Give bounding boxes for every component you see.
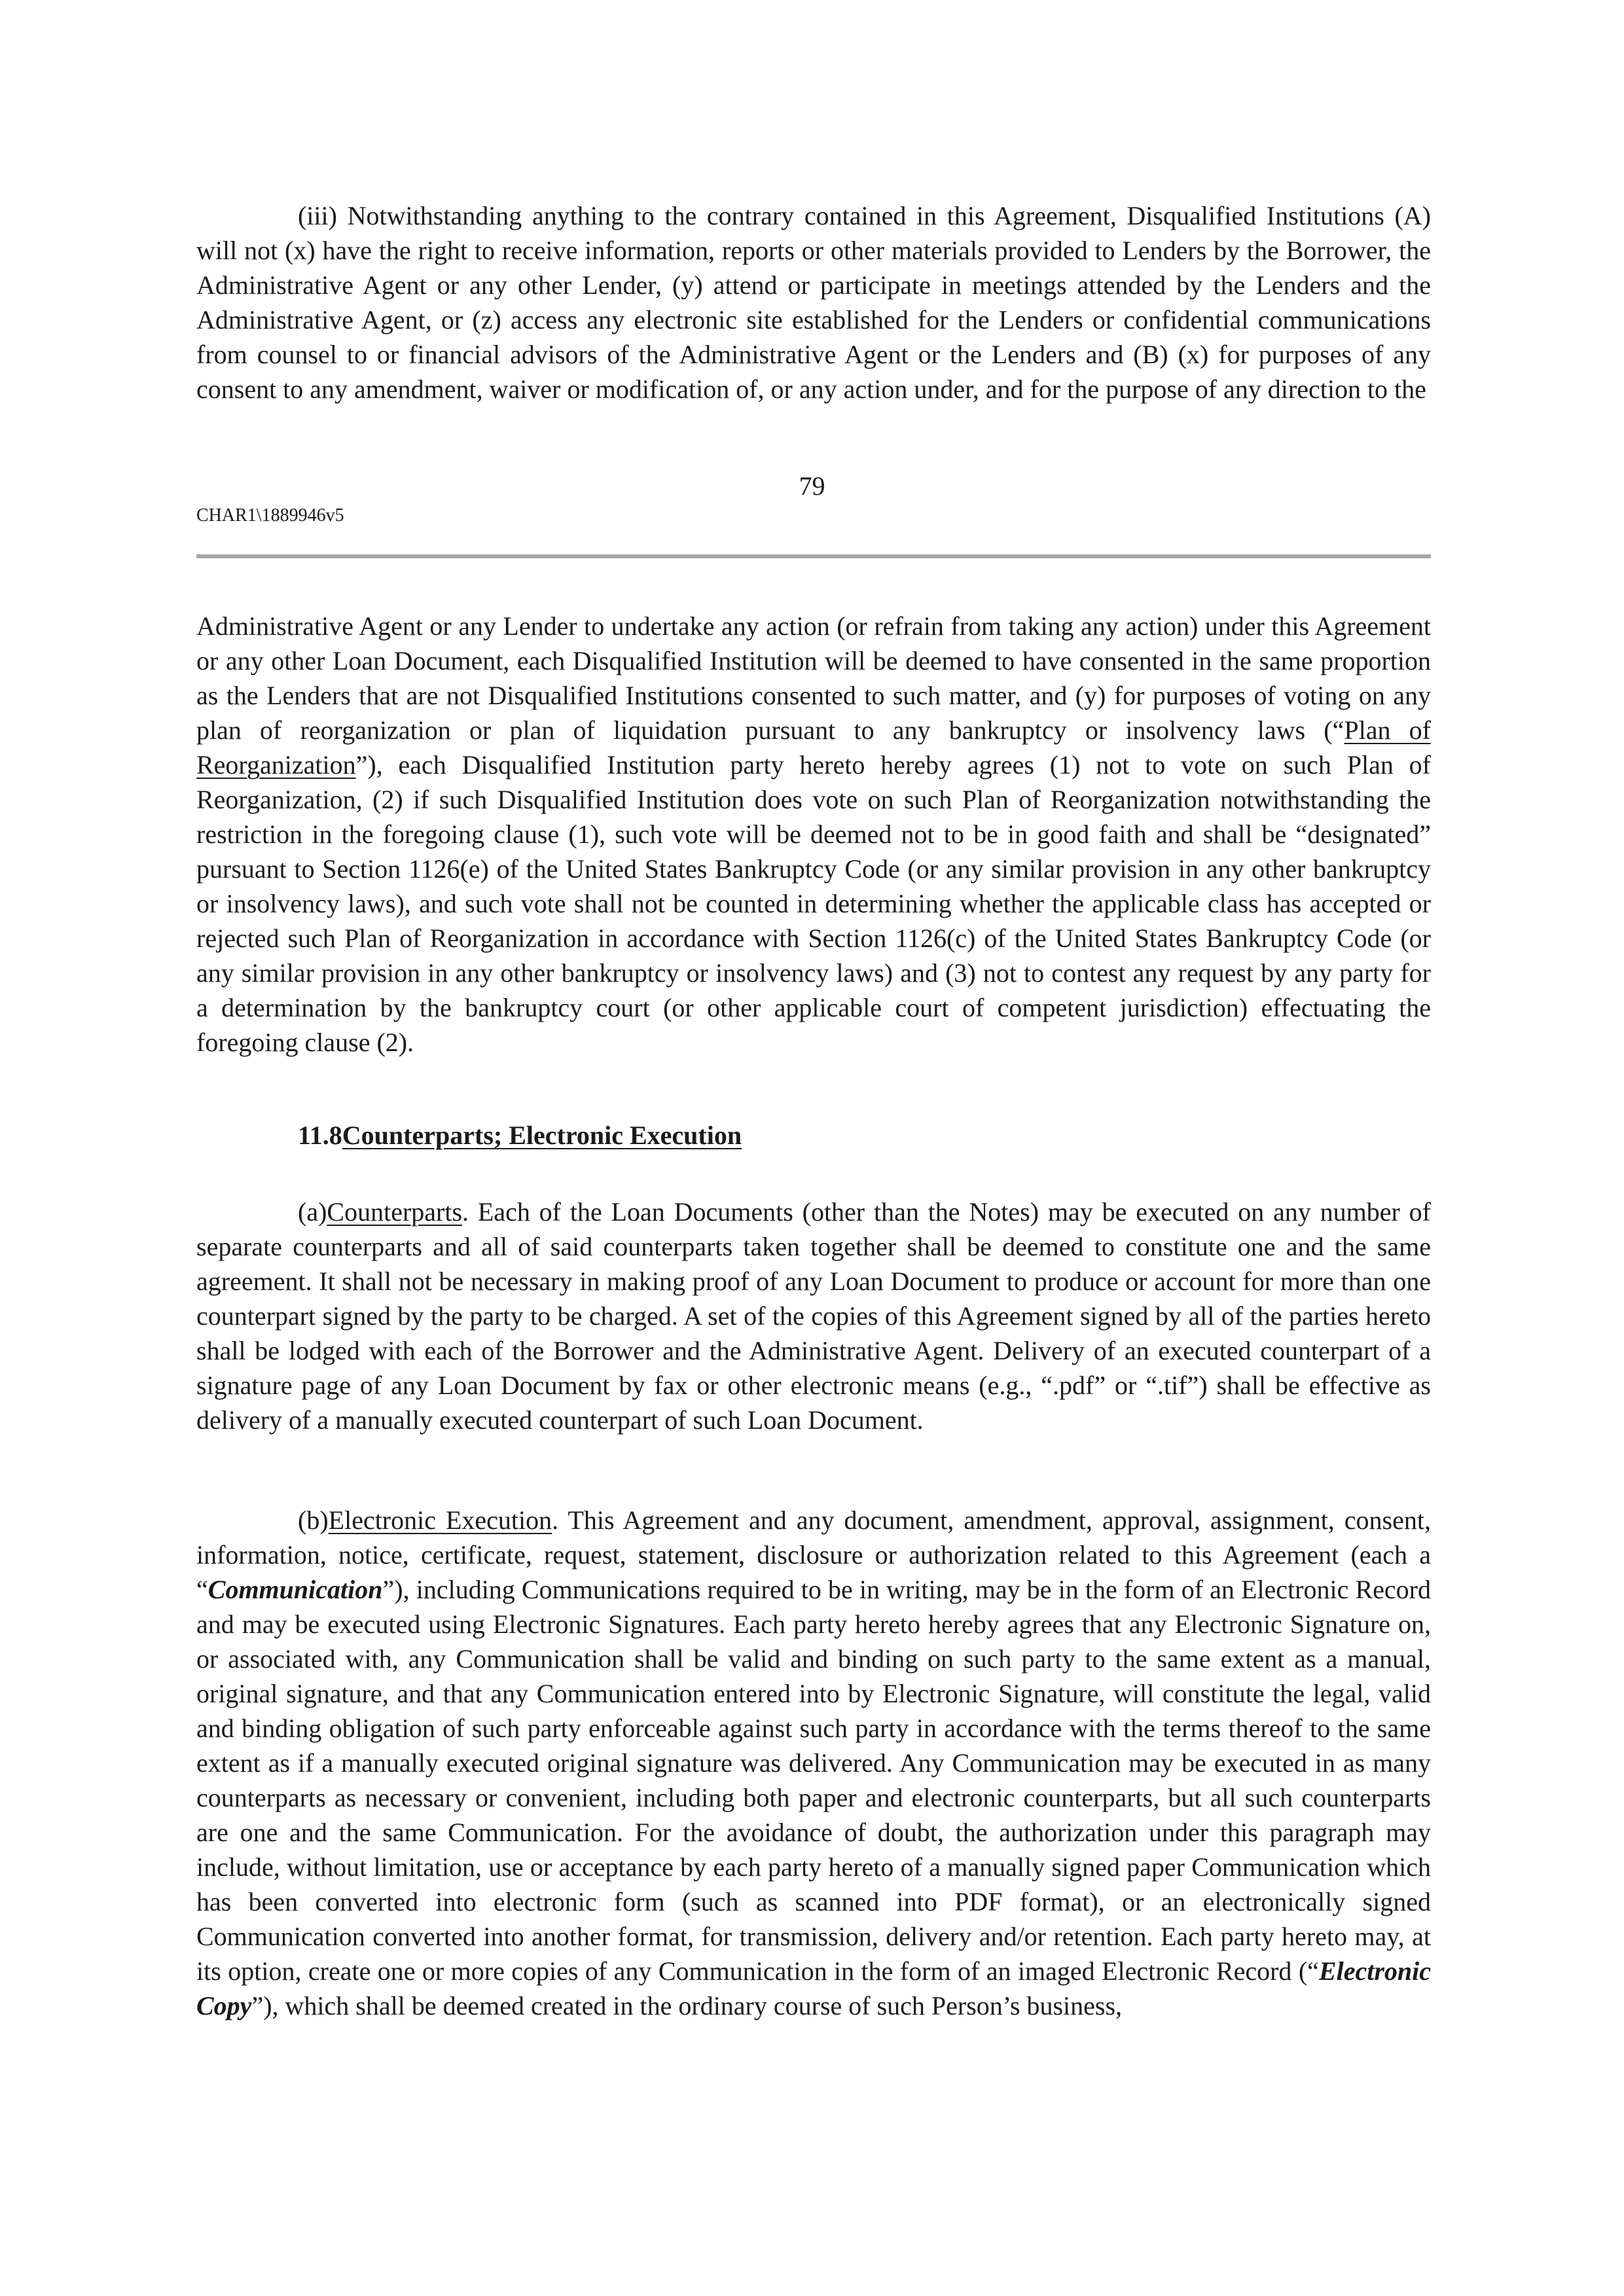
continuation-text-part2: ”), each Disqualified Institution party hereto hereby agrees (1) not to vote on such Plan of Reorganization, (2) if such Disqualified Institution does vote on such Plan of Reorganization notwithstanding the restriction in the foregoing clause (1), such vote will be deemed not to be in good faith and shall be “designated” pursuant to Section 1126(e) of the United States Bankruptcy Code (or any similar provision in any other bankruptcy or insolvency laws), and such vote shall not be counted in determining whether the applicable class has accepted or rejected such Plan of Reorganization in accordance with Section 1126(c) of the United States Bankruptcy Code (or any similar provision in any other bankruptcy or insolvency laws) and (3) not to contest any request by any party for a determination by the bankruptcy court (or other applicable court of competent jurisdiction) effectuating the foregoing clause (2). bbox=[196, 750, 1431, 1057]
page-number: 79 bbox=[799, 471, 825, 501]
section-title: Counterparts; Electronic Execution bbox=[342, 1121, 742, 1150]
defined-term-electronic-copy: Electronic Copy bbox=[196, 1956, 1431, 2020]
paragraph-a-body: . Each of the Loan Documents (other than the Notes) may be executed on any number of separate counterparts and all of said counterparts taken together shall be deemed to constitute one and the same agreement. It shall not be necessary in making proof of any Loan Document to produce or account for more than one counterpart signed by the party to be charged. A set of the copies of this Agreement signed by all of the parties hereto shall be lodged with each of the Borrower and the Administrative Agent. Delivery of an executed counterpart of a signature page of any Loan Document by fax or other electronic means (e.g., “.pdf” or “.tif”) shall be effective as delivery of a manually executed counterpart of such Loan Document. bbox=[196, 1197, 1431, 1435]
defined-term-communication: Communication bbox=[208, 1575, 383, 1604]
paragraph-b bbox=[196, 1503, 1431, 2023]
continuation-text-part1: Administrative Agent or any Lender to undertake any action (or refrain from taking any action) under this Agreement or any other Loan Document, each Disqualified Institution will be deemed to have consented in the same proportion as the Lenders that are not Disqualified Institutions consented to such matter, and (y) for purposes of voting on any plan of reorganization or plan of liquidation pursuant to any bankruptcy or insolvency laws (“ bbox=[196, 611, 1431, 745]
section-number: 11.8 bbox=[298, 1121, 342, 1150]
document-id: CHAR1\1889946v5 bbox=[196, 505, 344, 526]
paragraph-b-body-1: . This Agreement and any document, amendment, approval, assignment, consent, information, notice, certificate, request, statement, disclosure or authorization related to this Agreement (each a “ bbox=[196, 1505, 1431, 1604]
paragraph-b-title: Electronic Execution bbox=[328, 1505, 552, 1535]
paragraph-a bbox=[196, 1194, 1431, 1437]
defined-term-plan-of-reorganization: Plan of Reorganization bbox=[196, 715, 1432, 780]
paragraph-b-body-3: ”), which shall be deemed created in the ordinary course of such Person’s business, bbox=[251, 1991, 1123, 2020]
paragraph-b-label: (b) bbox=[298, 1505, 329, 1535]
paragraph-b-body-2: ”), including Communications required to be in writing, may be in the form of an Electronic Record and may be executed using Electronic Signatures. Each party hereto hereby agrees that any Electronic Signature on, or associated with, any Communication shall be valid and binding on such party to the same extent as a manual, original signature, and that any Communication entered into by Electronic Signature, will constitute the legal, valid and binding obligation of such party enforceable against such party in accordance with the terms thereof to the same extent as if a manually executed original signature was delivered. Any Communication may be executed in as many counterparts as necessary or convenient, including both paper and electronic counterparts, but all such counterparts are one and the same Communication. For the avoidance of doubt, the authorization under this paragraph may include, without limitation, use or acceptance by each party hereto of a manually signed paper Communication which has been converted into electronic form (such as scanned into PDF format), or an electronically signed Communication converted into another format, for transmission, delivery and/or retention. Each party hereto may, at its option, create one or more copies of any Communication in the form of an imaged Electronic Record (“ bbox=[196, 1575, 1431, 1986]
paragraph-a-text bbox=[196, 1194, 1431, 1437]
page-break-divider bbox=[196, 554, 1431, 558]
continuation-paragraph bbox=[196, 609, 1431, 1060]
continuation-text bbox=[196, 609, 1431, 1060]
paragraph-iii-text: (iii) Notwithstanding anything to the contrary contained in this Agreement, Disqualified Institutions (A) will not (x) have the right to receive information, reports or other materials provided to Lenders by the Borrower, the Administrative Agent or any other Lender, (y) attend or participate in meetings attended by the Lenders and the Administrative Agent, or (z) access any electronic site established for the Lenders or confidential communications from counsel to or financial advisors of the Administrative Agent or the Lenders and (B) (x) for purposes of any consent to any amendment, waiver or modification of, or any action under, and for the purpose of any direction to the bbox=[196, 201, 1431, 404]
section-heading bbox=[298, 1118, 742, 1153]
paragraph-a-label: (a) bbox=[298, 1197, 327, 1227]
paragraph-iii bbox=[196, 198, 1431, 406]
paragraph-b-text bbox=[196, 1503, 1431, 2023]
paragraph-a-title: Counterparts bbox=[327, 1197, 463, 1227]
